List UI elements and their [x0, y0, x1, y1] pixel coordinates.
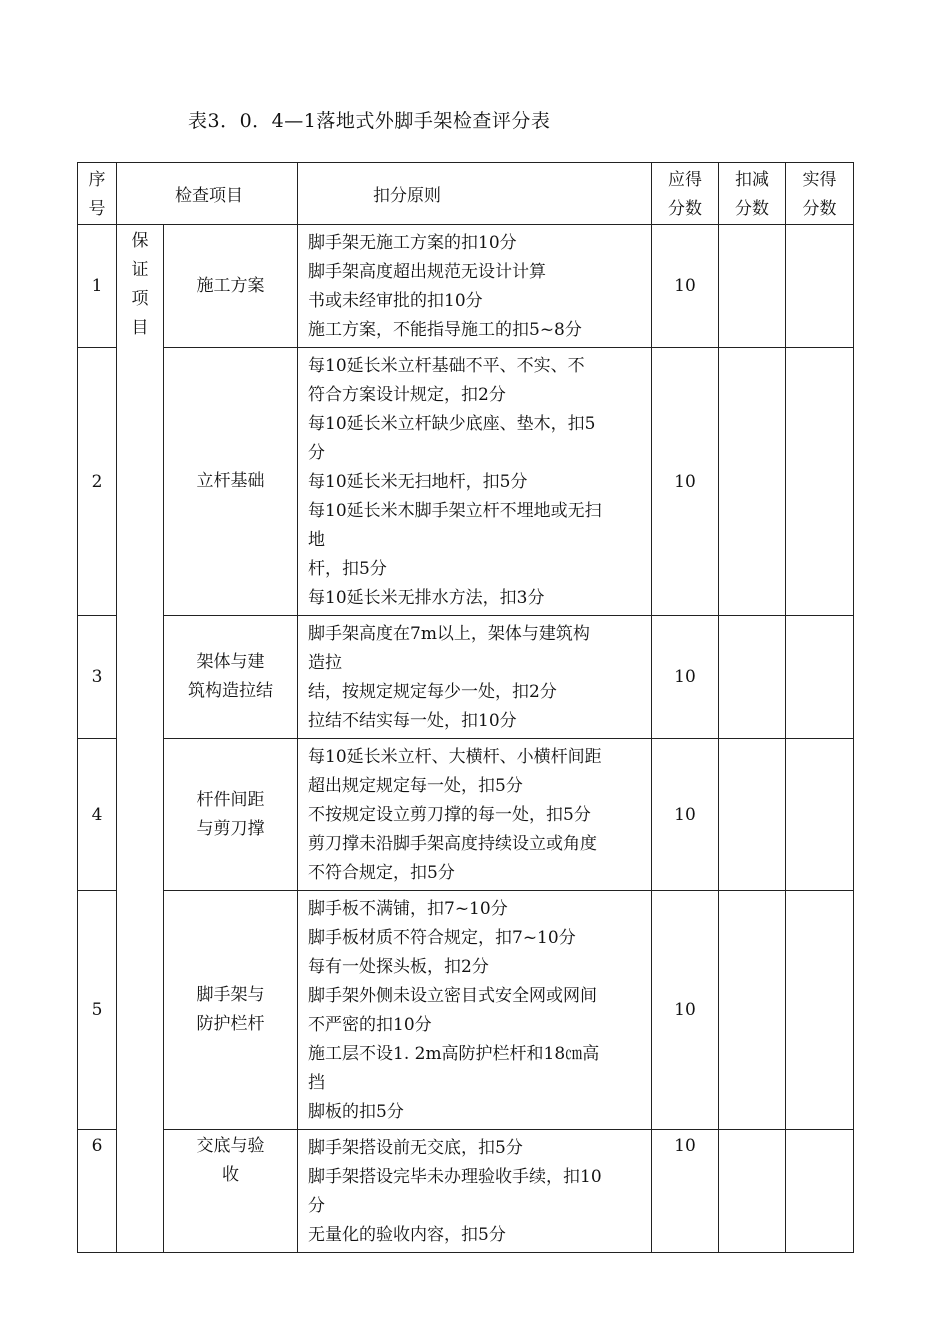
row-actual-score[interactable] [786, 616, 854, 739]
header-should-score [652, 163, 719, 225]
category-char: 保 [131, 231, 149, 251]
row-item-line: 筑构造拉结 [188, 681, 273, 701]
row-deduct-score[interactable] [719, 348, 786, 616]
header-item: 检查项目 [117, 163, 298, 225]
header-seq [78, 163, 117, 225]
row-item-line: 架体与建 [196, 652, 265, 672]
table-title: 表3．0．4—1落地式外脚手架检查评分表 [188, 110, 551, 132]
row-item-line: 施工方案 [196, 275, 265, 296]
row-item-line: 脚手架与 [196, 985, 265, 1005]
row-item-line: 收 [222, 1165, 239, 1185]
row-should-score: 10 [652, 616, 719, 739]
principle-line: 地 [308, 530, 325, 550]
row-item [164, 739, 298, 891]
row-principles [298, 225, 652, 348]
row-seq: 5 [78, 891, 117, 1130]
principle-line: 不按规定设立剪刀撑的每一处，扣5分 [308, 805, 591, 825]
principle-line: 剪刀撑未沿脚手架高度持续设立或角度 [308, 834, 597, 854]
row-actual-score[interactable] [786, 739, 854, 891]
principle-line: 脚手架高度在7m以上，架体与建筑构 [308, 624, 590, 644]
row-item-line: 防护栏杆 [196, 1014, 265, 1034]
principle-line: 每10延长米立杆、大横杆、小横杆间距 [308, 747, 602, 767]
row-seq: 4 [78, 739, 117, 891]
principle-line: 挡 [308, 1073, 325, 1093]
principle-line: 脚手架搭设前无交底，扣5分 [308, 1138, 523, 1158]
header-actual-line: 分数 [802, 199, 837, 219]
row-seq: 1 [78, 225, 117, 348]
principle-line: 施工方案，不能指导施工的扣5~8分 [308, 320, 582, 340]
principle-line: 分 [308, 1196, 325, 1216]
row-should-score: 10 [652, 1130, 719, 1253]
category-char: 目 [131, 318, 149, 338]
row-deduct-score[interactable] [719, 891, 786, 1130]
row-deduct-score[interactable] [719, 225, 786, 348]
principle-line: 每10延长米立杆基础不平、不实、不 [308, 356, 585, 376]
principle-line: 每10延长米立杆缺少底座、垫木，扣5 [308, 414, 596, 434]
row-seq: 2 [78, 348, 117, 616]
principle-line: 脚手板材质不符合规定，扣7~10分 [308, 928, 576, 948]
header-row [78, 163, 854, 225]
principle-line: 施工层不设1. 2m高防护栏杆和18㎝高 [308, 1044, 600, 1064]
category-cell [117, 225, 164, 1253]
principle-line: 每有一处探头板，扣2分 [308, 957, 489, 977]
principle-line: 不严密的扣10分 [308, 1015, 432, 1035]
header-should-line: 分数 [668, 199, 702, 219]
principle-line: 造拉 [308, 653, 342, 673]
score-table [77, 162, 854, 1253]
table-row [78, 739, 854, 891]
principle-line: 每10延长米木脚手架立杆不埋地或无扫 [308, 501, 602, 521]
principle-line: 脚手架无施工方案的扣10分 [308, 233, 517, 253]
principle-line: 拉结不结实每一处，扣10分 [308, 711, 517, 731]
header-deduct-line: 扣减 [735, 170, 769, 190]
header-deduct-line: 分数 [735, 199, 769, 219]
principle-line: 分 [308, 443, 325, 463]
row-actual-score[interactable] [786, 225, 854, 348]
principle-line: 不符合规定，扣5分 [308, 863, 455, 883]
row-should-score: 10 [652, 348, 719, 616]
principle-line: 符合方案设计规定，扣2分 [308, 385, 506, 405]
principle-line: 每10延长米无排水方法，扣3分 [308, 588, 545, 608]
row-seq: 6 [78, 1130, 117, 1253]
row-should-score: 10 [652, 739, 719, 891]
header-seq-line: 序 [88, 170, 106, 190]
principle-line: 书或未经审批的扣10分 [308, 291, 483, 311]
table-row [78, 616, 854, 739]
header-principle: 扣分原则 [298, 163, 652, 225]
row-item-line: 杆件间距 [196, 789, 265, 810]
row-item [164, 1130, 298, 1253]
row-deduct-score[interactable] [719, 616, 786, 739]
principle-line: 无量化的验收内容，扣5分 [308, 1225, 506, 1245]
row-principles [298, 739, 652, 891]
row-should-score: 10 [652, 225, 719, 348]
row-actual-score[interactable] [786, 891, 854, 1130]
row-principles [298, 616, 652, 739]
row-principles [298, 891, 652, 1130]
row-actual-score[interactable] [786, 1130, 854, 1253]
row-should-score: 10 [652, 891, 719, 1130]
table-row [78, 891, 854, 1130]
row-seq: 3 [78, 616, 117, 739]
header-seq-line: 号 [88, 199, 106, 219]
row-principles [298, 348, 652, 616]
row-deduct-score[interactable] [719, 739, 786, 891]
category-char: 项 [131, 289, 149, 309]
header-deduct-score [719, 163, 786, 225]
row-actual-score[interactable] [786, 348, 854, 616]
row-item [164, 616, 298, 739]
principle-line: 脚手架外侧未设立密目式安全网或网间 [308, 986, 597, 1006]
header-actual-score [786, 163, 854, 225]
principle-line: 每10延长米无扫地杆，扣5分 [308, 472, 528, 492]
row-item [164, 225, 298, 348]
header-should-line: 应得 [668, 170, 702, 190]
row-item-line: 与剪刀撑 [196, 818, 265, 839]
row-item-line: 立杆基础 [196, 471, 265, 491]
row-item [164, 348, 298, 616]
table-row [78, 348, 854, 616]
principle-line: 脚板的扣5分 [308, 1102, 404, 1122]
row-item-line: 交底与验 [196, 1136, 265, 1156]
table-row [78, 225, 854, 348]
principle-line: 杆，扣5分 [308, 559, 387, 579]
principle-line: 脚手板不满铺，扣7~10分 [308, 899, 508, 919]
principle-line: 超出规定规定每一处，扣5分 [308, 776, 523, 796]
row-principles [298, 1130, 652, 1253]
row-item [164, 891, 298, 1130]
category-char: 证 [131, 260, 149, 280]
principle-line: 脚手架高度超出规范无设计计算 [308, 262, 546, 282]
principle-line: 结，按规定规定每少一处，扣2分 [308, 682, 557, 702]
header-actual-line: 实得 [802, 170, 837, 190]
principle-line: 脚手架搭设完毕未办理验收手续，扣10 [308, 1167, 602, 1187]
table-row [78, 1130, 854, 1253]
row-deduct-score[interactable] [719, 1130, 786, 1253]
